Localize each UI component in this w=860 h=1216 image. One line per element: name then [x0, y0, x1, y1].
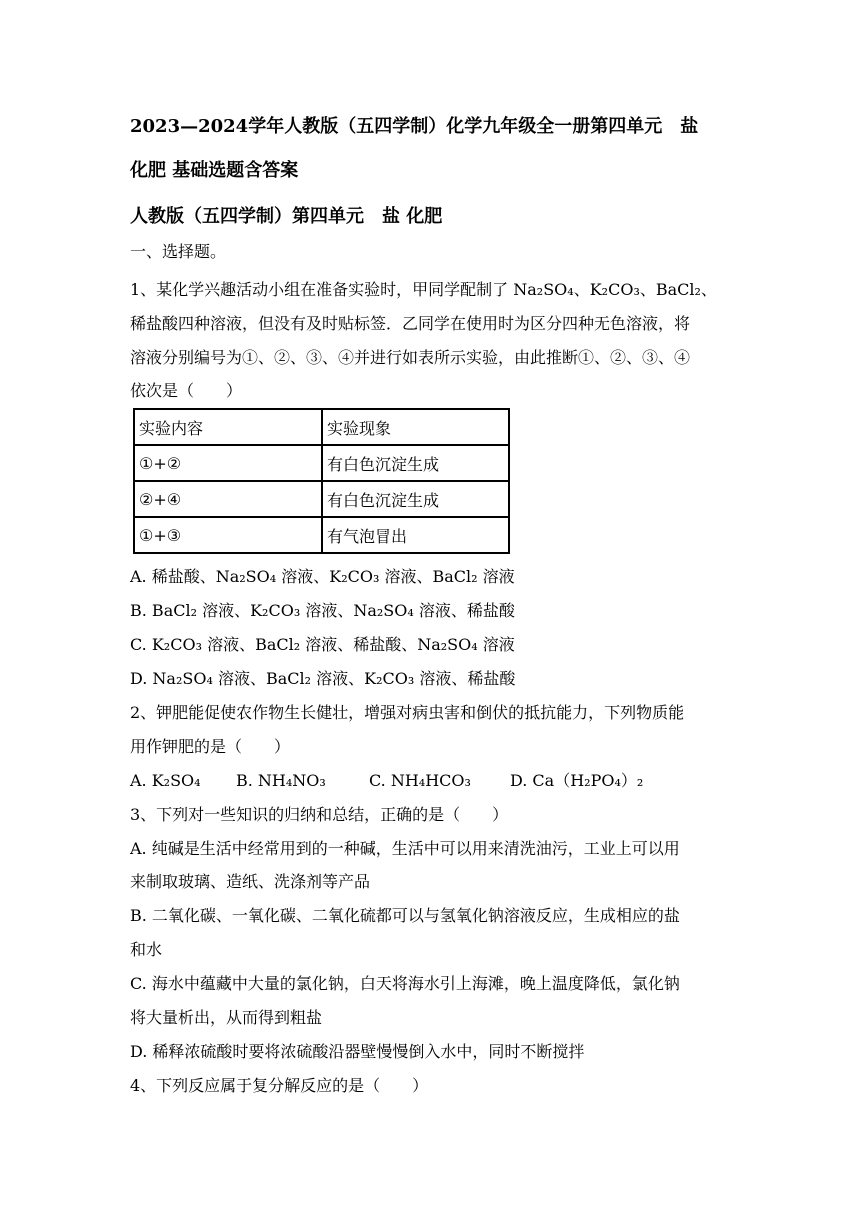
q2-text-line: 用作钾肥的是（ ）	[130, 737, 291, 756]
q3-option-c: C. 海水中蕴藏中大量的氯化钠，白天将海水引上海滩，晚上温度降低，氯化钠	[130, 974, 680, 993]
table-cell: 有气泡冒出	[322, 517, 509, 553]
q1-text-line: 稀盐酸四种溶液，但没有及时贴标签．乙同学在使用时为区分四种无色溶液，将	[130, 314, 691, 333]
q1-option-c: C. K₂CO₃ 溶液、BaCl₂ 溶液、稀盐酸、Na₂SO₄ 溶液	[130, 635, 515, 654]
experiment-table	[133, 408, 510, 554]
doc-subtitle: 人教版（五四学制）第四单元 盐 化肥	[130, 206, 443, 227]
q3-option-d: D. 稀释浓硫酸时要将浓硫酸沿器壁慢慢倒入水中，同时不断搅拌	[130, 1042, 585, 1061]
q3-option-a-cont: 来制取玻璃、造纸、洗涤剂等产品	[130, 872, 371, 891]
q3-option-c-cont: 将大量析出，从而得到粗盐	[130, 1008, 323, 1027]
q3-option-b: B. 二氧化碳、一氧化碳、二氧化硫都可以与氢氧化钠溶液反应，生成相应的盐	[130, 906, 680, 925]
q2-text-line: 2、钾肥能促使农作物生长健壮，增强对病虫害和倒伏的抵抗能力，下列物质能	[130, 703, 685, 722]
q2-option-b: B. NH₄NO₃	[236, 771, 326, 790]
table-header-row	[134, 409, 509, 445]
table-cell: ②+④	[134, 481, 322, 517]
q4-text-line: 4、下列反应属于复分解反应的是（ ）	[130, 1076, 429, 1095]
q3-option-a: A. 纯碱是生活中经常用到的一种碱，生活中可以用来清洗油污，工业上可以用	[130, 839, 680, 858]
table-cell: ①+②	[134, 445, 322, 481]
table-cell: ①+③	[134, 517, 322, 553]
q1-text-line: 1、某化学兴趣活动小组在准备实验时，甲同学配制了 Na₂SO₄、K₂CO₃、BaCl₂、	[130, 280, 717, 299]
table-cell: 有白色沉淀生成	[322, 481, 509, 517]
table-row	[134, 481, 509, 517]
table-cell: 有白色沉淀生成	[322, 445, 509, 481]
q1-text-line: 溶液分别编号为①、②、③、④并进行如表所示实验，由此推断①、②、③、④	[130, 348, 691, 367]
q2-option-c: C. NH₄HCO₃	[369, 771, 471, 790]
doc-title-line1: 2023—2024学年人教版（五四学制）化学九年级全一册第四单元 盐	[130, 116, 699, 137]
table-header-cell: 实验内容	[134, 409, 322, 445]
table-row	[134, 517, 509, 553]
q2-option-d: D. Ca（H₂PO₄）₂	[510, 771, 644, 790]
q1-option-b: B. BaCl₂ 溶液、K₂CO₃ 溶液、Na₂SO₄ 溶液、稀盐酸	[130, 601, 515, 620]
section-heading: 一、选择题。	[130, 242, 227, 261]
table-header-cell: 实验现象	[322, 409, 509, 445]
q1-option-a: A. 稀盐酸、Na₂SO₄ 溶液、K₂CO₃ 溶液、BaCl₂ 溶液	[130, 567, 515, 586]
table-row	[134, 445, 509, 481]
q2-option-a: A. K₂SO₄	[130, 771, 201, 790]
q3-option-b-cont: 和水	[130, 940, 163, 959]
q1-text-line: 依次是（ ）	[130, 381, 243, 400]
q3-text-line: 3、下列对一些知识的归纳和总结，正确的是（ ）	[130, 805, 509, 824]
q1-option-d: D. Na₂SO₄ 溶液、BaCl₂ 溶液、K₂CO₃ 溶液、稀盐酸	[130, 669, 516, 688]
doc-title-line2: 化肥 基础选题含答案	[130, 160, 299, 181]
